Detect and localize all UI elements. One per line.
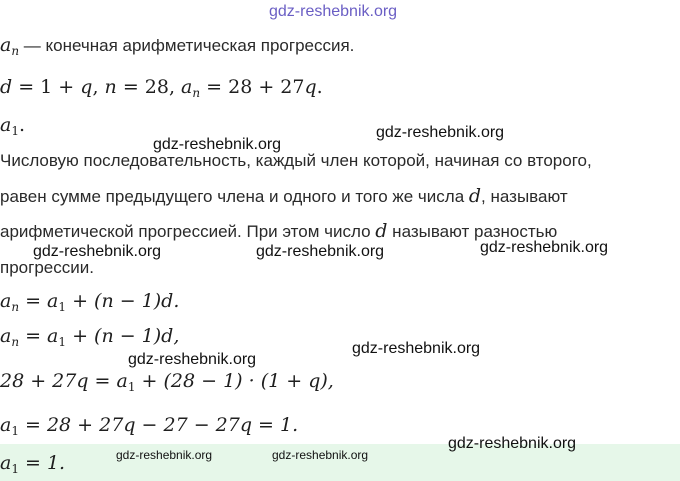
watermark: gdz-reshebnik.org <box>272 448 369 462</box>
watermark-top: gdz-reshebnik.org <box>269 3 398 20</box>
expr-part: = 1 + <box>12 76 81 98</box>
var-d: d <box>375 220 388 242</box>
var-a: a <box>0 452 12 474</box>
var-a: a <box>0 290 12 312</box>
var-sub: 1 <box>11 462 19 476</box>
expr-part: = 1. <box>18 452 66 474</box>
var-sub: n <box>11 300 20 314</box>
expr-part: 28 + 27q = a <box>0 370 128 392</box>
period: . <box>18 114 26 136</box>
expr-part: = 28 + 27q − 27 − 27q = 1. <box>18 414 299 436</box>
formula-1 <box>0 290 179 312</box>
definition-line-3 <box>0 220 557 242</box>
var-d: d <box>0 76 13 98</box>
var-sub: 1 <box>58 335 67 349</box>
watermark: gdz-reshebnik.org <box>256 243 385 260</box>
expr-part: + (28 − 1) · (1 + q), <box>135 370 334 392</box>
var-d: d <box>468 185 482 207</box>
separator: , <box>92 76 105 98</box>
var-a: a <box>0 325 12 347</box>
expr-part: = a <box>19 290 59 312</box>
var-a: a <box>181 76 193 98</box>
watermark: gdz-reshebnik.org <box>480 239 609 256</box>
expr-part: = 28 + 27 <box>200 76 305 98</box>
var-n: n <box>104 76 117 98</box>
var-sub: 1 <box>127 380 136 394</box>
watermark: gdz-reshebnik.org <box>376 124 505 141</box>
var-a: a <box>0 34 12 56</box>
formula-4 <box>0 414 298 436</box>
watermark: gdz-reshebnik.org <box>153 136 282 153</box>
expr-part: + (n − 1)d. <box>66 290 180 312</box>
var-sub: n <box>11 335 20 349</box>
formula-2 <box>0 325 179 347</box>
var-q: q <box>80 76 93 98</box>
definition-line-1: Числовую последовательность, каждый член которой, начиная со второго, <box>0 151 592 170</box>
watermark: gdz-reshebnik.org <box>352 340 481 357</box>
var-sub: n <box>192 86 201 100</box>
watermark: gdz-reshebnik.org <box>116 448 213 462</box>
definition-text: арифметической прогрессией. При этом число <box>0 222 376 241</box>
definition-line-2 <box>0 185 568 207</box>
expr-part: = a <box>19 325 59 347</box>
var-sub: n <box>11 44 20 58</box>
watermark: gdz-reshebnik.org <box>33 243 162 260</box>
var-q: q <box>304 76 317 98</box>
statement-line-1 <box>0 34 354 56</box>
definition-line-4: прогрессии. <box>0 258 94 277</box>
var-sub: 1 <box>58 300 67 314</box>
watermark: gdz-reshebnik.org <box>128 351 257 368</box>
statement-line-3 <box>0 114 25 136</box>
var-a: a <box>0 114 12 136</box>
definition-text: , называют <box>481 187 568 206</box>
expr-part: + (n − 1)d, <box>66 325 180 347</box>
definition-text: равен сумме предыдущего члена и одного и того же числа <box>0 187 469 206</box>
statement-text: — конечная арифметическая прогрессия. <box>19 36 355 55</box>
answer-formula <box>0 452 65 474</box>
statement-line-2 <box>0 76 323 98</box>
var-a: a <box>0 414 12 436</box>
formula-3 <box>0 370 334 392</box>
var-sub: 1 <box>11 124 19 138</box>
watermark: gdz-reshebnik.org <box>448 435 577 452</box>
period: . <box>316 76 323 98</box>
var-sub: 1 <box>11 424 19 438</box>
definition-text: называют разностью <box>387 222 558 241</box>
expr-part: = 28, <box>116 76 182 98</box>
